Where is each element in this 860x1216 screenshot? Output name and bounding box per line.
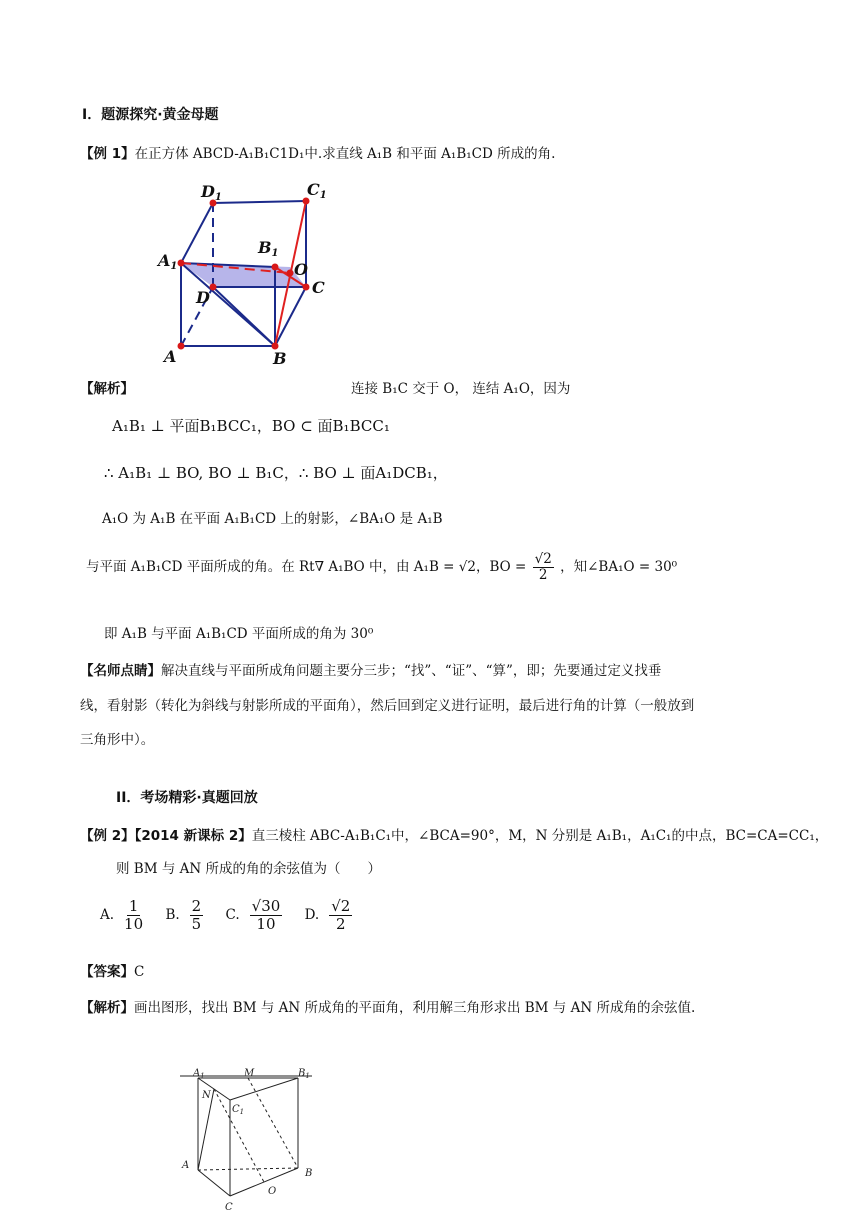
option-a[interactable] (100, 898, 143, 932)
section-1-title: I．题源探究·黄金母题 (82, 107, 219, 123)
edge-c-b (230, 1168, 298, 1196)
solution-1-line-4: A₁O 为 A₁B 在平面 A₁B₁CD 上的射影，∠BA₁O 是 A₁B (102, 511, 443, 527)
teacher-tip-line-2: 线，看射影（转化为斜线与射影所成的平面角），然后回到定义进行证明，最后进行角的计算（一般放到 (80, 698, 695, 714)
label-d: D (196, 288, 210, 307)
option-a-fraction (124, 898, 143, 932)
point-d (210, 284, 217, 291)
solution-1-line-5a: 与平面 A₁B₁CD 平面所成的角。在 Rt∇ A₁BO 中，由 A₁B = √2，BO = (86, 558, 527, 575)
example-2-line-2: 则 BM 与 AN 所成的角的余弦值为（ ） (116, 861, 381, 877)
edge-a1-d1 (181, 203, 213, 263)
bo-fraction-den: 2 (538, 566, 548, 583)
line-a-n (198, 1089, 214, 1170)
label-d1: D1 (201, 182, 222, 203)
answer-value: C (134, 964, 145, 980)
example-1-text: 在正方体 ABCD-A₁B₁C1D₁中.求直线 A₁B 和平面 A₁B₁CD 所成的角. (134, 146, 556, 162)
option-b-num: 2 (191, 897, 202, 915)
label2-c1: $C_1$ (232, 1104, 245, 1116)
solution-1-line-5 (86, 552, 677, 583)
solution-1-tag: 【解析】 (80, 381, 134, 397)
label2-n: N (202, 1090, 211, 1101)
solution-1-line-3: ∴ A₁B₁ ⊥ BO, BO ⊥ B₁C，∴ BO ⊥ 面A₁DCB₁， (104, 464, 448, 482)
point-c (303, 284, 310, 291)
point-a (178, 343, 185, 350)
option-c-fraction (250, 898, 283, 932)
option-a-den: 10 (124, 914, 144, 933)
solution-1-line-2: A₁B₁ ⊥ 平面B₁BCC₁，BO ⊂ 面B₁BCC₁ (112, 417, 390, 435)
example-2-text-1: 直三棱柱 ABC-A₁B₁C₁中，∠BCA=90°，M，N 分别是 A₁B₁，A₁C₁的中点，BC=CA=CC₁， (251, 828, 829, 844)
edge-d-b (213, 287, 275, 346)
option-a-letter: A. (100, 907, 115, 923)
option-c-letter: C. (225, 907, 240, 923)
prism-figure (175, 1064, 325, 1214)
cube-figure (150, 176, 350, 372)
label-o: O (294, 260, 308, 279)
solution-1-line-1: 连接 B₁C 交于 O， 连结 A₁O，因为 (351, 381, 571, 397)
teacher-tip-line-3: 三角形中）。 (80, 732, 155, 748)
option-c-den: 10 (256, 914, 276, 933)
edge-a-c (198, 1170, 230, 1196)
label2-o: O (268, 1186, 277, 1197)
option-a-num: 1 (128, 897, 139, 915)
teacher-tip-line-1 (80, 659, 661, 679)
label2-c: C (225, 1202, 233, 1213)
edge-a-b (198, 1168, 298, 1170)
line-n-o (214, 1089, 264, 1182)
label-b1: B1 (258, 238, 279, 259)
label-c: C (312, 278, 325, 297)
point-o (287, 270, 294, 277)
label2-m: M (244, 1068, 255, 1079)
example-1-tag: 【例 1】 (80, 146, 135, 162)
option-b-fraction (190, 898, 204, 932)
edge-c1-b1 (230, 1078, 298, 1100)
edge-b-c (275, 287, 306, 346)
label2-a1: $A_1$ (193, 1068, 205, 1080)
label2-b: B (305, 1168, 313, 1179)
option-c-num: √30 (251, 897, 281, 915)
edge-d1-c1 (213, 201, 306, 203)
solution-2-tag: 【解析】 (80, 1000, 134, 1016)
label2-b1: $B_1$ (298, 1068, 310, 1080)
solution-2-text: 画出图形，找出 BM 与 AN 所成角的平面角，利用解三角形求出 BM 与 AN 所成角的余弦值. (134, 1000, 696, 1016)
teacher-tip-tag: 【名师点睛】 (80, 663, 161, 679)
option-b-letter: B. (165, 907, 180, 923)
option-d-fraction (329, 898, 352, 932)
option-d-num: √2 (331, 897, 351, 915)
section-2-title: II．考场精彩·真题回放 (116, 790, 258, 806)
bo-fraction (533, 552, 554, 583)
label-a1: A1 (158, 251, 178, 272)
option-b[interactable] (165, 898, 203, 932)
option-c[interactable] (226, 898, 283, 932)
example-1 (80, 142, 555, 162)
example-2-tag: 【例 2】【2014 新课标 2】 (80, 828, 252, 844)
example-2-line-1 (80, 824, 828, 844)
solution-1-line-6: 即 A₁B 与平面 A₁B₁CD 平面所成的角为 30⁰ (104, 626, 374, 642)
option-d[interactable] (305, 898, 353, 932)
option-d-den: 2 (336, 914, 346, 933)
option-d-letter: D. (304, 907, 320, 923)
label-b: B (273, 349, 287, 368)
label-c1: C1 (307, 180, 327, 201)
option-b-den: 5 (191, 914, 202, 933)
teacher-tip-text-1: 解决直线与平面所成角问题主要分三步；“找”、“证”、“算”，即；先要通过定义找垂 (161, 663, 662, 679)
bo-fraction-num: √2 (534, 551, 552, 567)
answer-options (100, 898, 352, 932)
point-b1 (272, 264, 279, 271)
solution-1-line-5b: ，知∠BA₁O = 30⁰ (560, 558, 678, 575)
answer-line (80, 960, 144, 980)
point-a1 (178, 260, 185, 267)
label2-a: A (182, 1160, 190, 1171)
answer-tag: 【答案】 (80, 964, 134, 980)
solution-2-line (80, 996, 695, 1016)
label-a: A (164, 347, 177, 366)
